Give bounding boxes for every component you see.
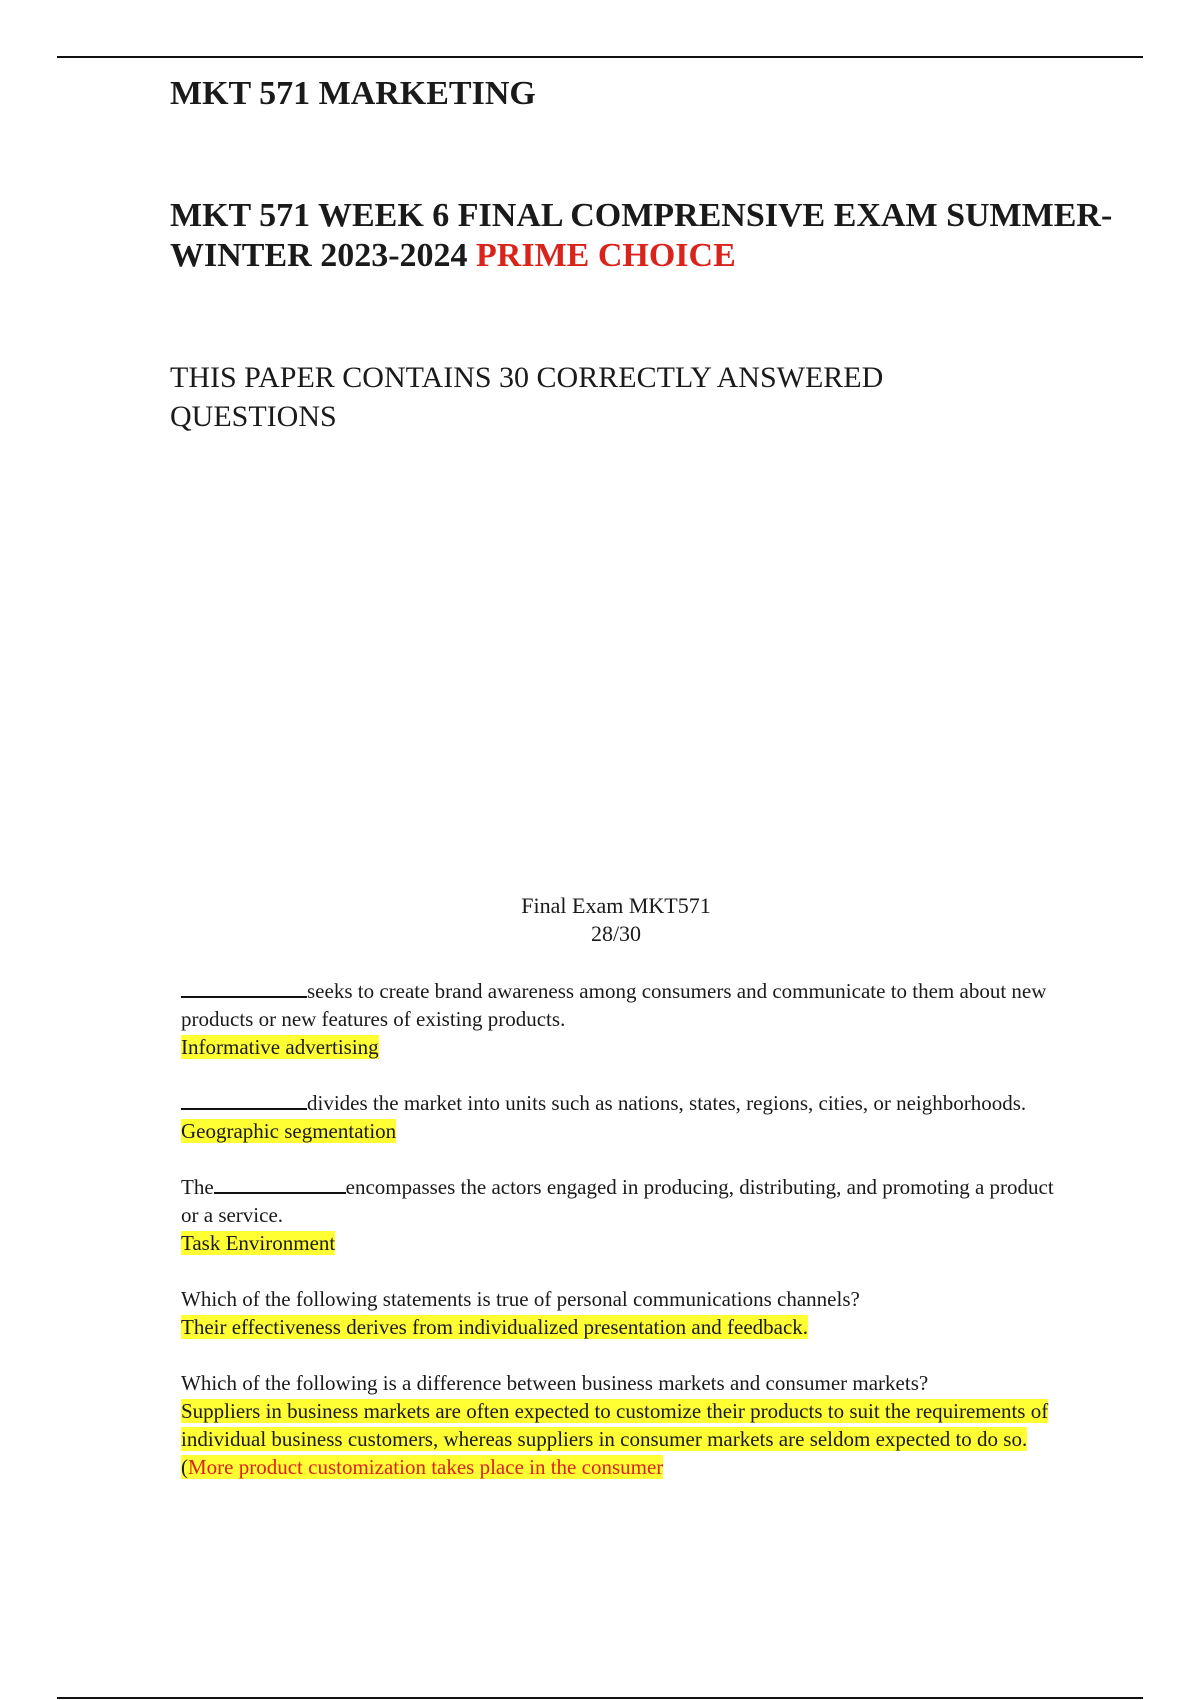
question-body: seeks to create brand awareness among consumers and communicate to them about new products or new features of existing products. (181, 979, 1047, 1031)
highlighted-answer: Suppliers in business markets are often expected to customize their products to suit the requirements of individual business customers, whereas suppliers in consumer markets are seldom expected to do so. ( (181, 1399, 1049, 1479)
question-item (181, 1369, 1061, 1481)
exam-score: 28/30 (590, 921, 642, 946)
question-prefix: The (181, 1175, 214, 1199)
highlighted-answer: Their effectiveness derives from individualized presentation and feedback. (181, 1315, 809, 1339)
highlighted-answer: Task Environment (181, 1231, 336, 1255)
top-rule (57, 56, 1143, 58)
highlighted-answer: Geographic segmentation (181, 1119, 397, 1143)
question-text (181, 1089, 1061, 1117)
exam-title-accent: PRIME CHOICE (476, 237, 736, 274)
fill-in-blank (181, 979, 307, 998)
question-item (181, 1173, 1061, 1257)
question-item (181, 1089, 1061, 1145)
question-body: divides the market into units such as nations, states, regions, cities, or neighborhoods. (307, 1091, 1027, 1115)
question-list (181, 977, 1061, 1481)
question-item (181, 1285, 1061, 1341)
exam-heading (0, 892, 1200, 948)
question-text: Which of the following statements is true of personal communications channels? (181, 1287, 860, 1311)
answer-line (181, 1117, 1061, 1145)
fill-in-blank (181, 1091, 307, 1110)
fill-in-blank (214, 1175, 346, 1194)
highlighted-answer-note: More product customization takes place in the consumer (188, 1455, 664, 1479)
answer-line (181, 1229, 1061, 1257)
answer-line (181, 1313, 1061, 1341)
question-body: encompasses the actors engaged in producing, distributing, and promoting a product or a service. (181, 1175, 1054, 1227)
question-text: Which of the following is a difference between business markets and consumer markets? (181, 1371, 929, 1395)
answer-line (181, 1397, 1061, 1481)
bottom-rule (57, 1697, 1143, 1699)
question-text (181, 977, 1061, 1033)
question-item (181, 977, 1061, 1061)
highlighted-answer: Informative advertising (181, 1035, 379, 1059)
exam-title (170, 196, 1130, 276)
exam-name: Final Exam MKT571 (521, 893, 711, 918)
answer-line (181, 1033, 1061, 1061)
question-text (181, 1173, 1061, 1229)
paper-contents-note: THIS PAPER CONTAINS 30 CORRECTLY ANSWERED QUESTIONS (170, 361, 884, 433)
exam-title-main: MKT 571 WEEK 6 FINAL COMPRENSIVE EXAM SUMMER-WINTER 2023-2024 (170, 197, 1113, 274)
course-title: MKT 571 MARKETING (170, 75, 536, 112)
